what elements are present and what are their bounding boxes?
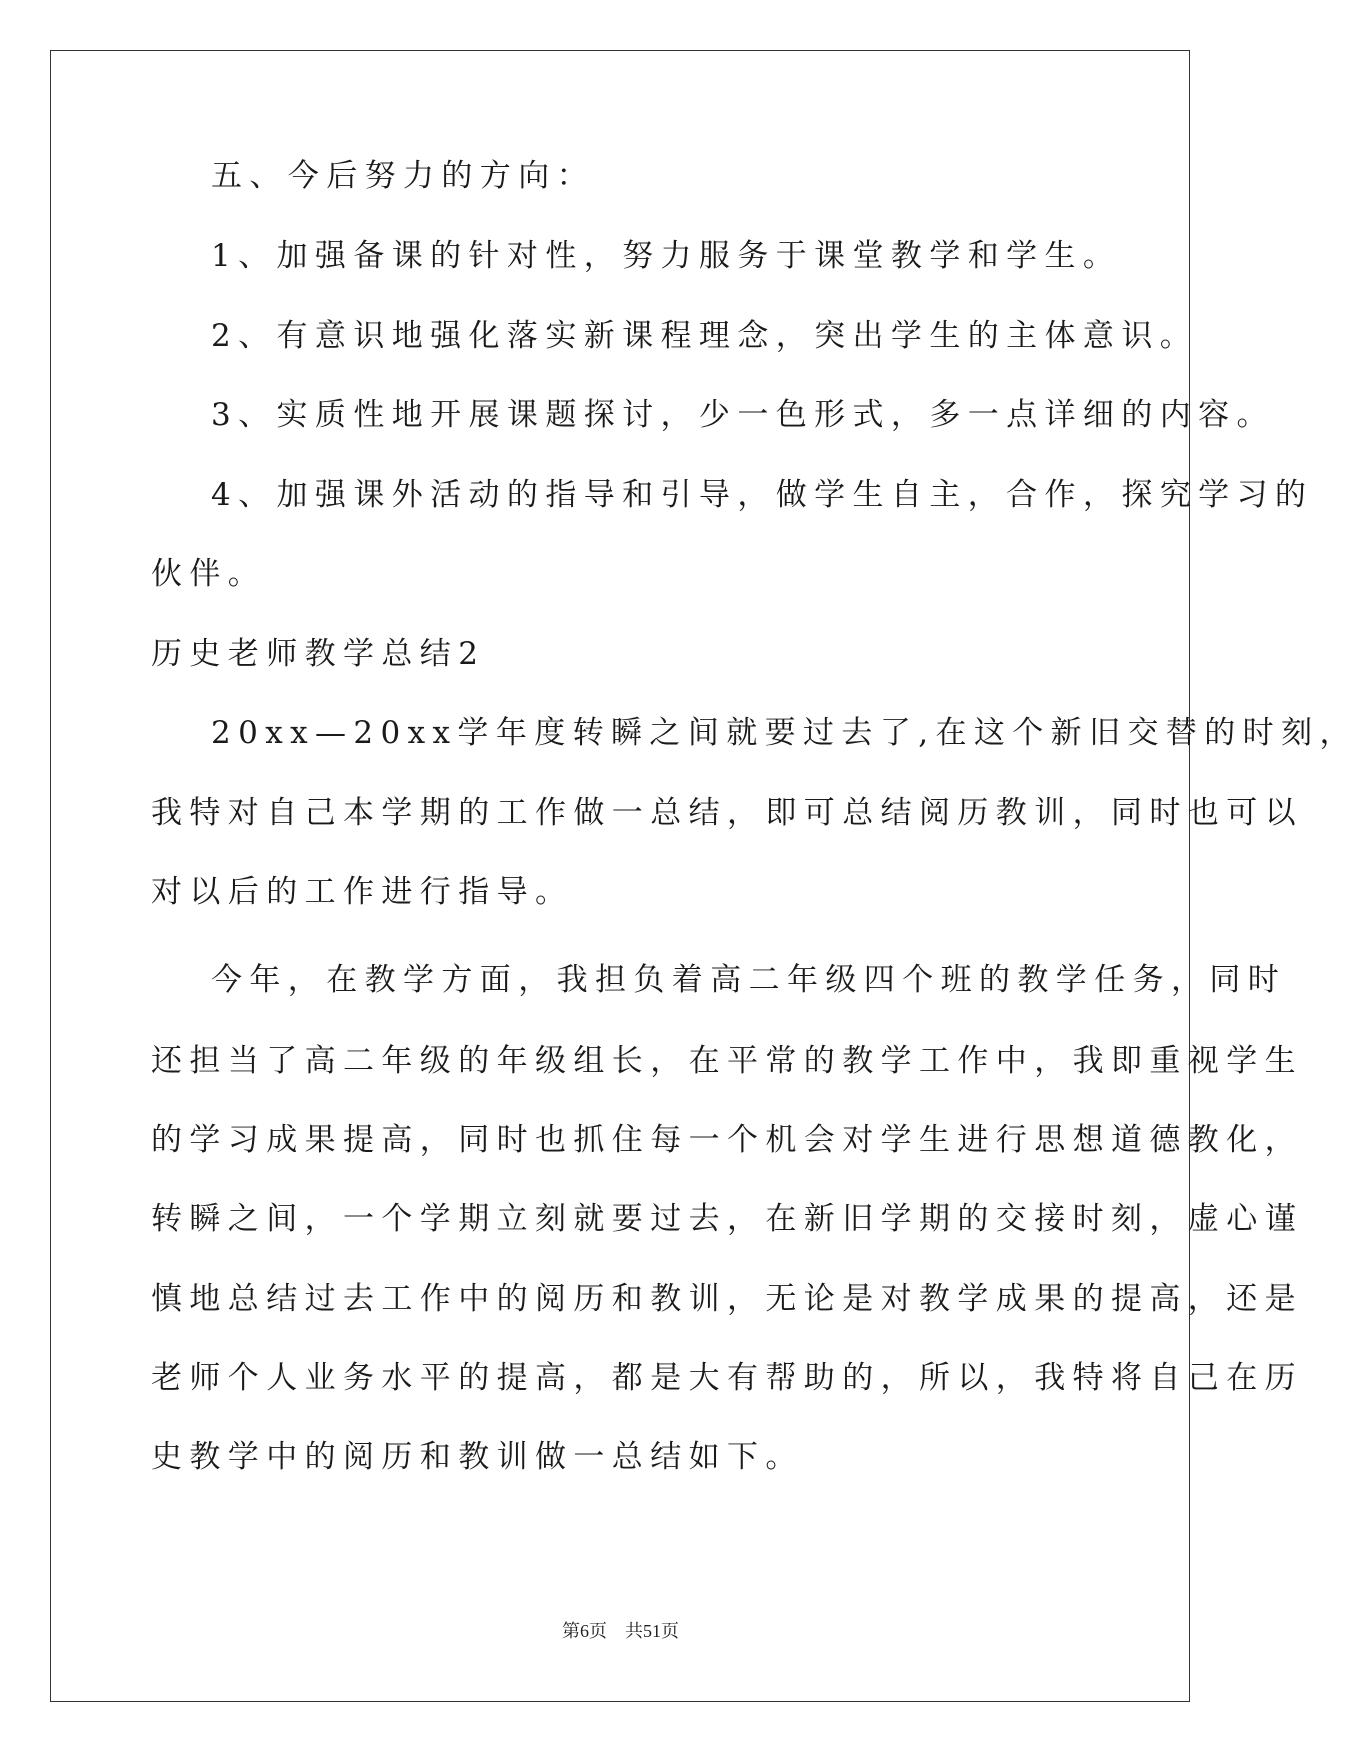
article-title: 历史老师教学总结2	[151, 636, 486, 672]
paragraph-line: 今年，在教学方面，我担负着高二年级四个班的教学任务，同时	[211, 962, 1287, 998]
paragraph-line: 我特对自己本学期的工作做一总结，即可总结阅历教训，同时也可以	[151, 795, 1303, 831]
list-item: 2、有意识地强化落实新课程理念，突出学生的主体意识。	[211, 318, 1199, 354]
footer-total-pages: 51	[643, 1621, 661, 1641]
paragraph-line: 对以后的工作进行指导。	[151, 874, 574, 910]
paragraph-line: 的学习成果提高，同时也抓住每一个机会对学生进行思想道德教化，	[151, 1122, 1303, 1158]
footer-current-suffix: 页	[589, 1621, 607, 1641]
paragraph-line: 史教学中的阅历和教训做一总结如下。	[151, 1439, 804, 1475]
paragraph-line: 转瞬之间，一个学期立刻就要过去，在新旧学期的交接时刻，虚心谨	[151, 1201, 1303, 1237]
footer-total-suffix: 页	[661, 1621, 679, 1641]
paragraph-line: 伙伴。	[151, 556, 267, 592]
list-item: 3、实质性地开展课题探讨，少一色形式，多一点详细的内容。	[211, 397, 1275, 433]
paragraph-line: 慎地总结过去工作中的阅历和教训，无论是对教学成果的提高，还是	[151, 1281, 1303, 1317]
paragraph-line: 还担当了高二年级的年级组长，在平常的教学工作中，我即重视学生	[151, 1043, 1303, 1079]
footer-current-label: 第	[562, 1621, 580, 1641]
paragraph-line: 老师个人业务水平的提高，都是大有帮助的，所以，我特将自己在历	[151, 1360, 1303, 1396]
page-footer	[0, 1619, 1241, 1643]
footer-current-page: 6	[580, 1621, 589, 1641]
section-heading: 五、今后努力的方向：	[211, 158, 595, 194]
list-item: 4、加强课外活动的指导和引导，做学生自主，合作，探究学习的	[211, 477, 1314, 513]
list-item: 1、加强备课的针对性，努力服务于课堂教学和学生。	[211, 238, 1122, 274]
footer-total-label: 共	[625, 1621, 643, 1641]
paragraph-line: 20xx—20xx学年度转瞬之间就要过去了,在这个新旧交替的时刻，	[211, 715, 1358, 751]
